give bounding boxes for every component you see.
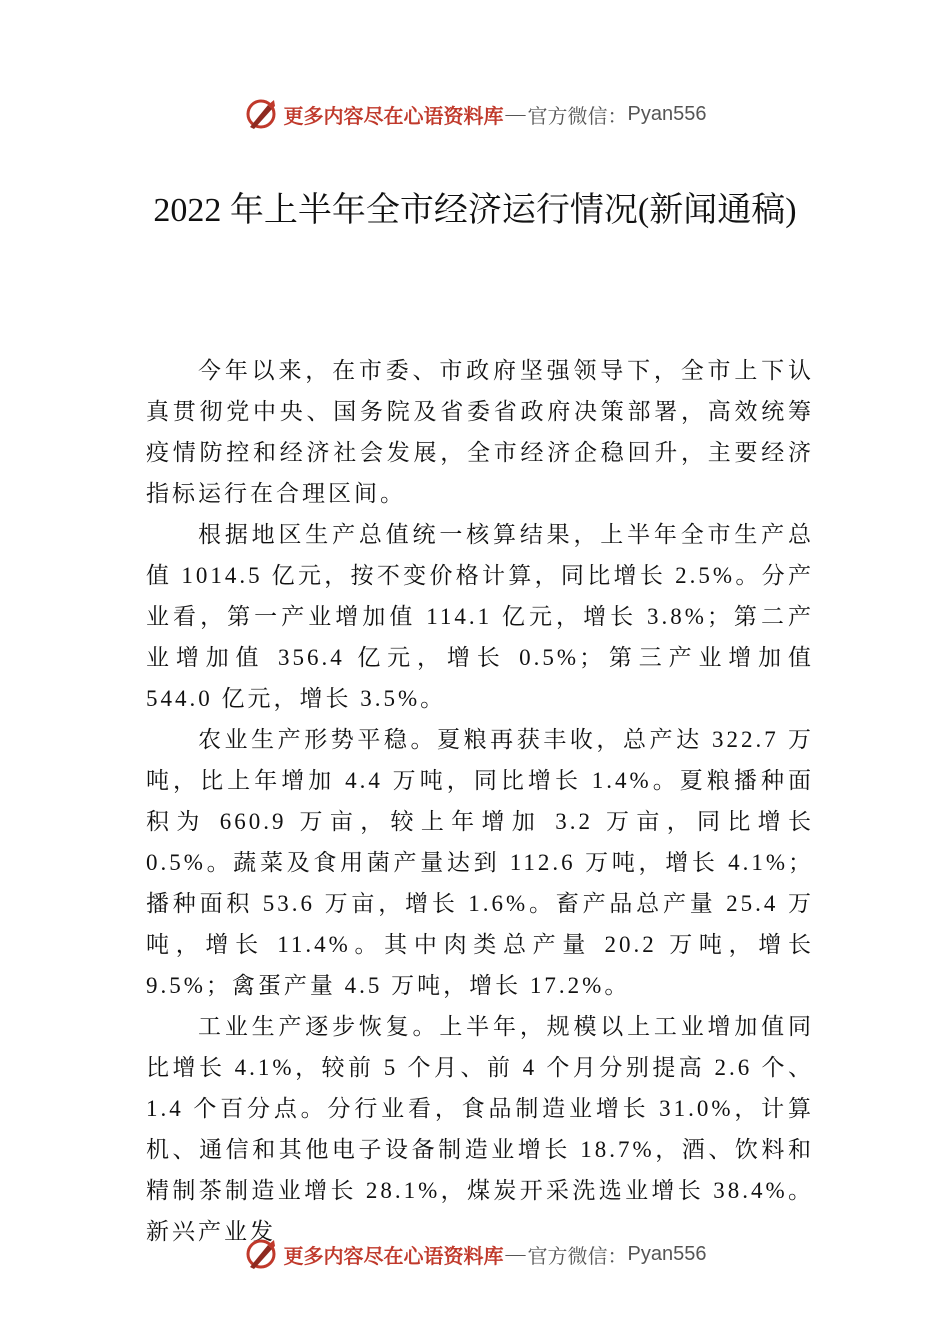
paragraph-intro: 今年以来，在市委、市政府坚强领导下，全市上下认真贯彻党中央、国务院及省委省政府决策部署，高效统筹疫情防控和经济社会发展，全市经济企稳回升，主要经济指标运行在合理区间。: [146, 358, 814, 506]
pen-feather-icon: [244, 1237, 278, 1271]
watermark-brand: 更多内容尽在心语资料库: [283, 1245, 504, 1268]
watermark-separator: —: [505, 102, 526, 125]
document-body: [146, 350, 814, 1252]
watermark-separator: —: [505, 1242, 526, 1265]
paragraph-agriculture: 农业生产形势平稳。夏粮再获丰收，总产达 322.7 万吨，比上年增加 4.4 万吨，同比增长 1.4%。夏粮播种面积为 660.9 万亩，较上年增加 3.2 万亩，同比增长 0.5%。蔬菜及食用菌产量达到 112.6 万吨，增长 4.1%；播种面积 53.6 万亩，增长 1.6%。畜产品总产量 25.4 万吨，增长 11.4%。其中肉类总产量 20.2 万吨，增长 9.5%；禽蛋产量 4.5 万吨，增长 17.2%。: [146, 727, 814, 998]
pen-feather-icon: [244, 97, 278, 131]
document-title: 2022 年上半年全市经济运行情况(新闻通稿): [153, 192, 797, 229]
watermark-brand: 更多内容尽在心语资料库: [283, 105, 504, 128]
watermark-banner-bottom: [0, 1232, 950, 1276]
watermark-banner-top: [0, 92, 950, 136]
paragraph-industry: 工业生产逐步恢复。上半年，规模以上工业增加值同比增长 4.1%，较前 5 个月、前 4 个月分别提高 2.6 个、1.4 个百分点。分行业看，食品制造业增长 31.0%，计算机、通信和其他电子设备制造业增长 18.7%，酒、饮料和精制茶制造业增长 28.1%，煤炭开采洗选业增长 38.4%。新兴产业发: [146, 1014, 814, 1244]
watermark-wechat-id: Pyan556: [627, 1242, 707, 1265]
watermark-wechat-label: 官方微信：: [527, 1245, 628, 1268]
paragraph-gdp: 根据地区生产总值统一核算结果，上半年全市生产总值 1014.5 亿元，按不变价格计算，同比增长 2.5%。分产业看，第一产业增加值 114.1 亿元，增长 3.8%；第二产业增加值 356.4 亿元，增长 0.5%；第三产业增加值 544.0 亿元，增长 3.5%。: [146, 522, 814, 711]
watermark-wechat-label: 官方微信：: [527, 105, 628, 128]
watermark-wechat-id: Pyan556: [627, 102, 707, 125]
